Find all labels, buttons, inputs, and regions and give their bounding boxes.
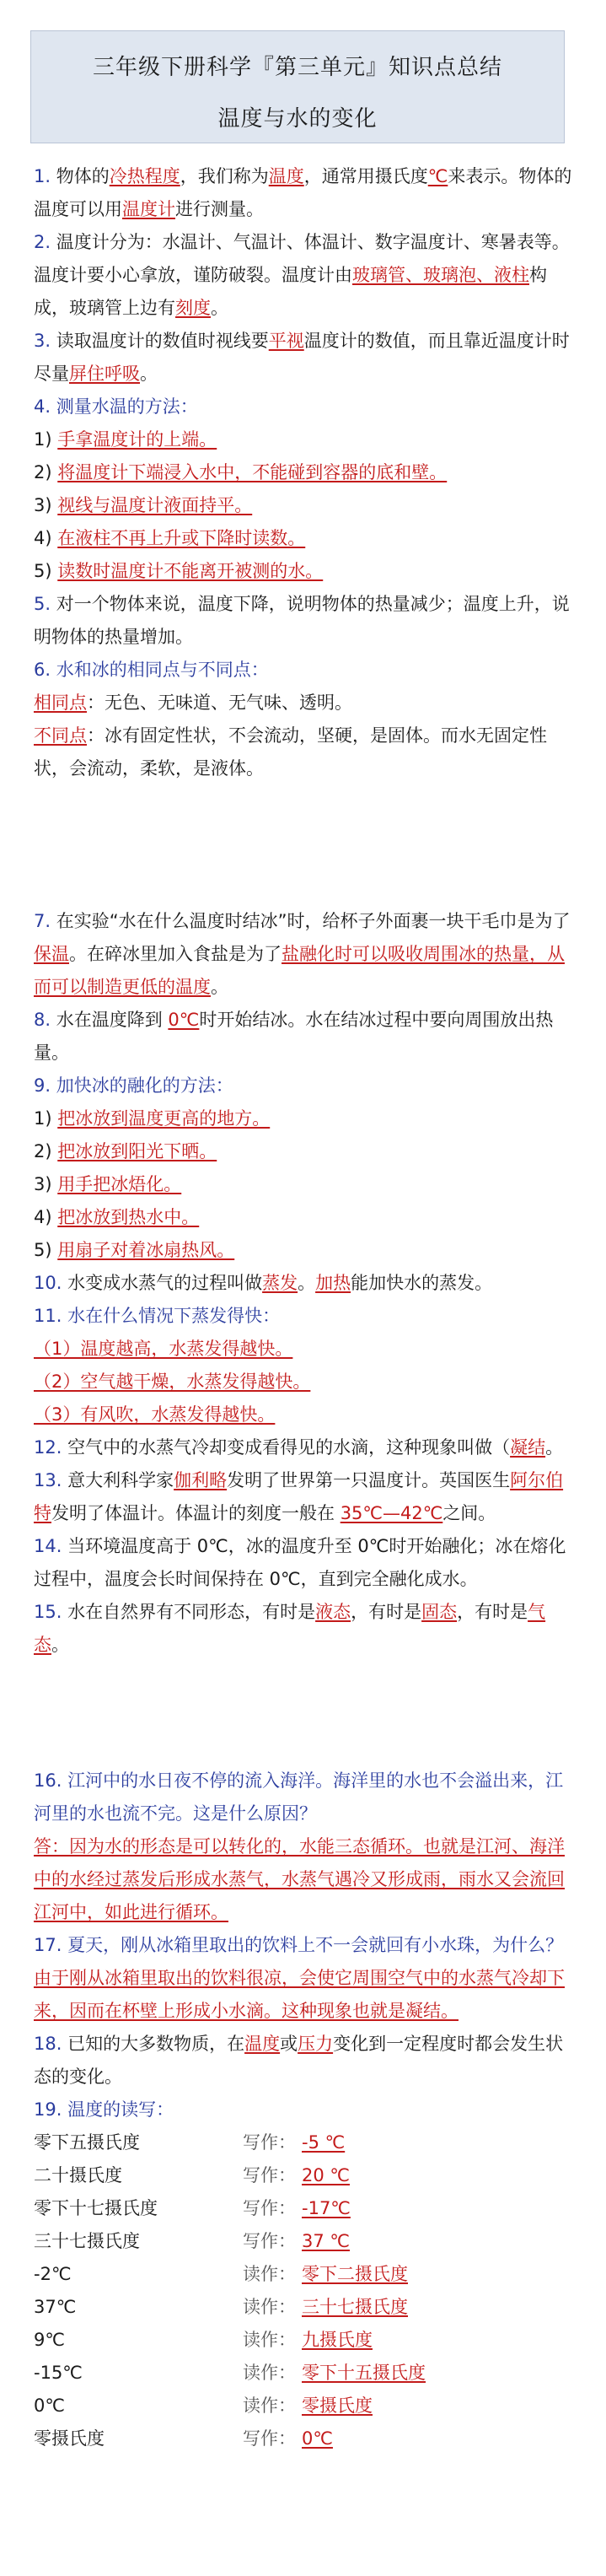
- row-kind: 写作：: [243, 2132, 296, 2153]
- point-14: [34, 1530, 573, 1596]
- text: 发明了体温计。体温计的刻度一般在: [51, 1503, 341, 1523]
- spacer: [34, 785, 573, 905]
- point-6: [34, 654, 573, 785]
- key-term: 屏住呼吸: [69, 364, 140, 384]
- key-term: 液态: [315, 1602, 351, 1622]
- item-number: 6.: [34, 660, 51, 680]
- text: 或: [280, 2034, 298, 2054]
- list-text: 手拿温度计的上端。: [57, 429, 217, 450]
- list-index: 3): [34, 495, 58, 515]
- text: 物体的: [51, 166, 110, 186]
- list-text: （3）有风吹，水蒸发得越快。: [34, 1404, 276, 1425]
- point-13: [34, 1464, 573, 1530]
- item-number: 14.: [34, 1536, 62, 1556]
- row-answer: 20 ℃: [302, 2165, 350, 2185]
- list-index: 4): [34, 1207, 58, 1227]
- row-label: -2℃: [34, 2264, 72, 2284]
- reading-row: [34, 2192, 573, 2225]
- reading-row: [34, 2324, 573, 2357]
- point-19: [34, 2094, 573, 2455]
- text: 水在温度降到: [51, 1010, 169, 1030]
- key-term: 0℃: [168, 1010, 200, 1030]
- row-kind: 读作：: [243, 2395, 296, 2416]
- text: 。: [298, 1273, 316, 1293]
- item-number: 11.: [34, 1306, 62, 1326]
- row-answer: -17℃: [302, 2198, 351, 2218]
- list-item: [34, 1398, 573, 1431]
- item-number: 7.: [34, 911, 51, 931]
- row-answer: -5 ℃: [302, 2132, 346, 2153]
- item-number: 18.: [34, 2034, 62, 2054]
- item-number: 19.: [34, 2099, 62, 2120]
- notes-body: [34, 160, 573, 2455]
- key-term: 固态: [421, 1602, 458, 1622]
- list-item: [34, 555, 573, 588]
- item-number: 5.: [34, 594, 51, 614]
- point-15: [34, 1596, 573, 1662]
- reading-row: [34, 2258, 573, 2291]
- item-number: 10.: [34, 1273, 62, 1293]
- list-item: [34, 1102, 573, 1135]
- text: 。: [211, 977, 228, 997]
- row-kind: 写作：: [243, 2231, 296, 2251]
- point-9-title: [34, 1070, 573, 1102]
- text: 已知的大多数物质，在: [62, 2034, 245, 2054]
- text: 时开始结冰。水在结冰过程中要向周围放出热量。: [34, 1010, 554, 1063]
- item-number: 1.: [34, 166, 51, 186]
- item-number: 4.: [34, 396, 51, 417]
- text: ：冰有固定性状，不会流动，坚硬，是固体。而水无固定性状，会流动，柔软，是液体。: [34, 725, 547, 779]
- list-index: 1): [34, 1108, 58, 1129]
- text: 。: [140, 364, 158, 384]
- key-term: 蒸发: [262, 1273, 298, 1293]
- row-kind: 写作：: [243, 2428, 296, 2449]
- reading-row: [34, 2357, 573, 2390]
- list-item: [34, 1366, 573, 1398]
- list-item: [34, 1201, 573, 1234]
- section-heading: 水在什么情况下蒸发得快：: [62, 1306, 281, 1326]
- list-item: [34, 456, 573, 489]
- list-text: （2）空气越干燥，水蒸发得越快。: [34, 1372, 311, 1392]
- list-text: 把冰放到温度更高的地方。: [57, 1108, 271, 1129]
- item-number: 17.: [34, 1935, 62, 1955]
- list-text: 视线与温度计液面持平。: [57, 495, 253, 515]
- section-heading: 测量水温的方法：: [51, 396, 198, 417]
- list-text: 用手把冰焐化。: [57, 1174, 182, 1194]
- list-index: 3): [34, 1174, 58, 1194]
- reading-row: [34, 2126, 573, 2159]
- text: ，有时是: [457, 1602, 528, 1622]
- same-points: [34, 687, 573, 719]
- row-label: 零下十七摄氏度: [34, 2198, 158, 2218]
- text: 意大利科学家: [62, 1470, 174, 1490]
- list-item: [34, 489, 573, 522]
- row-answer: 37 ℃: [302, 2231, 350, 2251]
- text: 。: [211, 298, 228, 318]
- text: 。: [51, 1635, 69, 1655]
- row-answer: 零下十五摄氏度: [302, 2363, 426, 2383]
- text: 当环境温度高于 0℃，冰的温度升至 0℃时开始融化；冰在熔化过程中，温度会长时间保持在 0℃，直到完全融化成水。: [34, 1536, 566, 1589]
- list-item: [34, 423, 573, 456]
- text: 水在自然界有不同形态，有时是: [62, 1602, 316, 1622]
- key-term: 凝结: [510, 1437, 546, 1458]
- reading-row: [34, 2159, 573, 2192]
- text: 构成，玻璃管上边有: [34, 265, 547, 318]
- row-label: 零下五摄氏度: [34, 2132, 140, 2153]
- page-subtitle: 温度与水的变化: [217, 106, 378, 132]
- point-3: [34, 325, 573, 391]
- list-item: [34, 1135, 573, 1168]
- item-number: 8.: [34, 1010, 51, 1030]
- row-label: 三十七摄氏度: [34, 2231, 140, 2251]
- key-term: 伽利略: [174, 1470, 228, 1490]
- spacer: [34, 1662, 573, 1765]
- key-term: 相同点: [34, 693, 87, 713]
- reading-row: [34, 2225, 573, 2258]
- section-heading: 温度的读写：: [62, 2099, 174, 2120]
- item-number: 9.: [34, 1075, 51, 1096]
- point-8: [34, 1004, 573, 1070]
- text: 之间。: [442, 1503, 496, 1523]
- row-label: -15℃: [34, 2363, 83, 2383]
- text: 温度计的数值，而且靠近温度计时尽量: [34, 331, 570, 384]
- row-label: 二十摄氏度: [34, 2165, 122, 2185]
- text: 发明了世界第一只温度计。英国医生: [227, 1470, 511, 1490]
- section-heading: 加快冰的融化的方法：: [51, 1075, 233, 1096]
- item-number: 13.: [34, 1470, 62, 1490]
- text: 。: [545, 1437, 564, 1458]
- row-label: 37℃: [34, 2297, 77, 2317]
- list-text: （1）温度越高，水蒸发得越快。: [34, 1339, 293, 1359]
- answer-text: 答：因为水的形态是可以转化的，水能三态循环。也就是江河、海洋中的水经过蒸发后形成水蒸气，水蒸气遇冷又形成雨，雨水又会流回江河中，如此进行循环。: [34, 1836, 565, 1922]
- row-label: 0℃: [34, 2395, 65, 2416]
- text: ，通常用摄氏度: [303, 166, 428, 186]
- item-number: 16.: [34, 1770, 62, 1791]
- list-item: [34, 1333, 573, 1366]
- key-term: 温度计: [122, 199, 175, 219]
- diff-points: [34, 719, 573, 785]
- point-19-title: [34, 2094, 573, 2126]
- item-number: 3.: [34, 331, 51, 351]
- point-12: [34, 1431, 573, 1464]
- key-term: ℃: [427, 166, 448, 186]
- key-term: 温度: [268, 166, 304, 186]
- key-term: 加热: [315, 1273, 351, 1293]
- list-item: [34, 522, 573, 555]
- question: [34, 1929, 573, 1962]
- text: 水变成水蒸气的过程叫做: [62, 1273, 263, 1293]
- list-index: 2): [34, 1141, 58, 1161]
- row-label: 9℃: [34, 2330, 65, 2350]
- row-kind: 读作：: [243, 2297, 296, 2317]
- row-kind: 读作：: [243, 2264, 296, 2284]
- key-term: 保温: [34, 944, 69, 964]
- key-term: 压力: [298, 2034, 334, 2054]
- point-11-title: [34, 1300, 573, 1333]
- text: 读取温度计的数值时视线要: [51, 331, 269, 351]
- key-term: 不同点: [34, 725, 87, 746]
- key-term: 35℃—42℃: [340, 1503, 443, 1523]
- key-term: 温度: [244, 2034, 281, 2054]
- list-index: 5): [34, 561, 58, 581]
- row-answer: 九摄氏度: [302, 2330, 373, 2350]
- list-index: 4): [34, 528, 58, 548]
- page-title: 三年级下册科学『第三单元』知识点总结: [92, 55, 502, 80]
- title-banner: [30, 30, 565, 143]
- point-1: [34, 160, 573, 226]
- text: 来表示。物体的温度可以用: [34, 166, 572, 219]
- point-16: [34, 1765, 573, 1929]
- reading-row: [34, 2291, 573, 2324]
- point-9: [34, 1070, 573, 1267]
- reading-row: [34, 2390, 573, 2422]
- key-term: 平视: [268, 331, 304, 351]
- list-text: 将温度计下端浸入水中，不能碰到容器的底和壁。: [57, 462, 448, 482]
- key-term: 冷热程度: [109, 166, 180, 186]
- list-index: 1): [34, 429, 58, 450]
- item-number: 15.: [34, 1602, 62, 1622]
- row-kind: 写作：: [243, 2198, 296, 2218]
- point-5: [34, 588, 573, 654]
- key-term: 阿尔伯特: [34, 1470, 564, 1523]
- point-4: [34, 391, 573, 588]
- list-index: 5): [34, 1240, 58, 1260]
- answer-text: 由于刚从冰箱里取出的饮料很凉，会使它周围空气中的水蒸气冷却下来，因而在杯壁上形成小水滴。这种现象也就是凝结。: [34, 1968, 565, 2021]
- row-answer: 三十七摄氏度: [302, 2297, 408, 2317]
- list-index: 2): [34, 462, 58, 482]
- question: [34, 1765, 573, 1830]
- list-text: 把冰放到热水中。: [57, 1207, 200, 1227]
- reading-row: [34, 2422, 573, 2455]
- key-term: 气态: [34, 1602, 546, 1655]
- point-4-title: [34, 391, 573, 423]
- key-term: 玻璃管、玻璃泡、液柱: [352, 265, 529, 285]
- point-11: [34, 1300, 573, 1431]
- text: 在实验“水在什么温度时结冰”时，给杯子外面裹一块干毛巾是为了: [51, 911, 571, 931]
- text: 变化到一定程度时都会发生状态的变化。: [34, 2034, 564, 2087]
- list-text: 在液柱不再上升或下降时读数。: [57, 528, 306, 548]
- text: 对一个物体来说，温度下降，说明物体的热量减少；温度上升，说明物体的热量增加。: [34, 594, 570, 647]
- list-item: [34, 1234, 573, 1267]
- question-text: 夏天，刚从冰箱里取出的饮料上不一会就回有小水珠，为什么？: [62, 1935, 564, 1955]
- point-6-title: [34, 654, 573, 687]
- point-2: [34, 226, 573, 325]
- point-10: [34, 1267, 573, 1300]
- text: ，我们称为: [180, 166, 269, 186]
- row-kind: 写作：: [243, 2165, 296, 2185]
- text: ，有时是: [351, 1602, 422, 1622]
- point-17: [34, 1929, 573, 2028]
- item-number: 2.: [34, 232, 51, 252]
- point-18: [34, 2028, 573, 2094]
- question-text: 江河中的水日夜不停的流入海洋。海洋里的水也不会溢出来，江河里的水也流不完。这是什么原因？: [34, 1770, 564, 1824]
- row-answer: 零摄氏度: [302, 2395, 373, 2416]
- section-heading: 水和冰的相同点与不同点：: [51, 660, 269, 680]
- list-text: 用扇子对着冰扇热风。: [57, 1240, 235, 1260]
- list-text: 读数时温度计不能离开被测的水。: [57, 561, 324, 581]
- text: 。在碎冰里加入食盐是为了: [69, 944, 282, 964]
- list-text: 把冰放到阳光下晒。: [57, 1141, 217, 1161]
- row-kind: 读作：: [243, 2330, 296, 2350]
- text: 空气中的水蒸气冷却变成看得见的水滴，这种现象叫做（: [62, 1437, 511, 1458]
- row-answer: 0℃: [302, 2428, 333, 2449]
- item-number: 12.: [34, 1437, 62, 1458]
- point-7: [34, 905, 573, 1004]
- list-item: [34, 1168, 573, 1201]
- key-term: 刻度: [175, 298, 211, 318]
- key-term: 盐融化时可以吸收周围冰的热量，从而可以制造更低的温度: [34, 944, 565, 997]
- text: 温度计分为：水温计、气温计、体温计、数字温度计、寒暑表等。温度计要小心拿放，谨防破裂。温度计由: [34, 232, 570, 285]
- row-label: 零摄氏度: [34, 2428, 105, 2449]
- text: ：无色、无味道、无气味、透明。: [87, 693, 352, 713]
- text: 能加快水的蒸发。: [351, 1273, 493, 1293]
- row-kind: 读作：: [243, 2363, 296, 2383]
- text: 进行测量。: [175, 199, 264, 219]
- row-answer: 零下二摄氏度: [302, 2264, 408, 2284]
